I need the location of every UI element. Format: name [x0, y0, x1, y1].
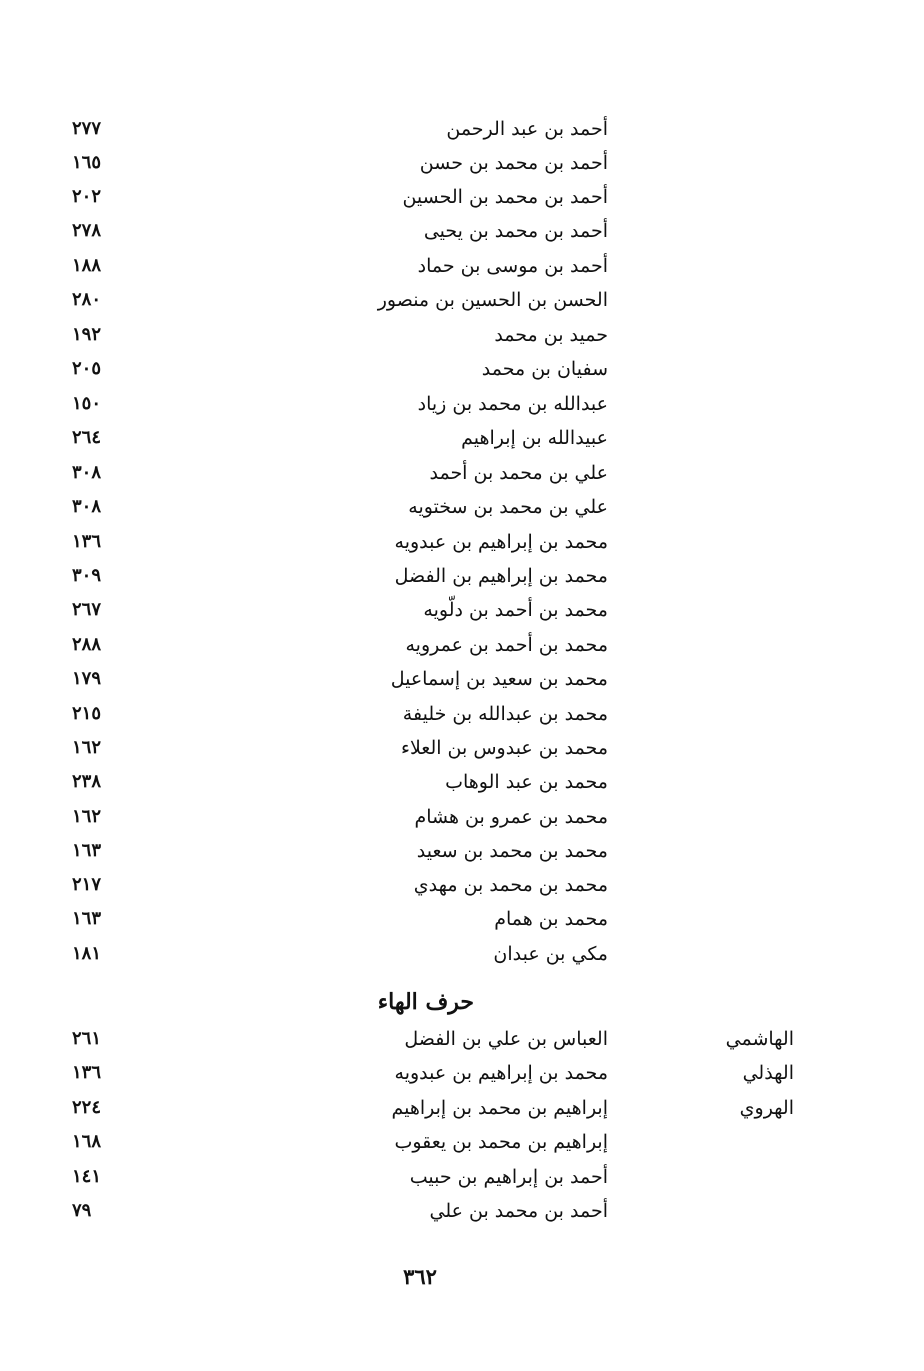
entry-name: مكي بن عبدان [493, 943, 608, 965]
entry-name: محمد بن همام [494, 908, 608, 930]
entry-name: محمد بن أحمد بن عمرويه [405, 634, 608, 656]
index-entry [0, 731, 924, 765]
entry-name: محمد بن محمد بن مهدي [413, 874, 608, 896]
entry-page-number: ١٨٨ [72, 255, 102, 276]
index-entry [0, 1125, 924, 1159]
index-entry [0, 628, 924, 662]
entry-name: محمد بن محمد بن سعيد [416, 840, 608, 862]
index-entry [0, 146, 924, 180]
entry-page-number: ٢٦١ [72, 1028, 102, 1049]
index-entry [0, 214, 924, 248]
entry-page-number: ١٦٢ [72, 737, 102, 758]
entry-name: أحمد بن عبد الرحمن [446, 118, 608, 140]
index-entry [0, 283, 924, 317]
entry-name: محمد بن عبد الوهاب [445, 771, 608, 793]
entry-name: محمد بن أحمد بن دلّويه [423, 599, 608, 621]
entry-page-number: ٢٧٨ [72, 220, 102, 241]
entry-name: محمد بن إبراهيم بن عبدويه [394, 1062, 608, 1084]
entry-name: عبدالله بن محمد بن زياد [417, 393, 608, 415]
entry-page-number: ٢٧٧ [72, 118, 102, 139]
entry-nisba: الهروي [739, 1097, 794, 1119]
entry-name: أحمد بن محمد بن يحيى [423, 220, 608, 242]
entry-page-number: ١٦٢ [72, 806, 102, 827]
entry-name: العباس بن علي بن الفضل [404, 1028, 608, 1050]
index-entry [0, 697, 924, 731]
index-entry [0, 421, 924, 455]
entry-name: محمد بن عبدالله بن خليفة [402, 703, 608, 725]
index-entry [0, 112, 924, 146]
index-entry [0, 902, 924, 936]
entry-page-number: ١٥٠ [72, 393, 102, 414]
index-entry [0, 1194, 924, 1228]
entry-page-number: ٣٠٨ [72, 496, 102, 517]
entry-name: محمد بن إبراهيم بن الفضل [394, 565, 608, 587]
entry-name: محمد بن سعيد بن إسماعيل [390, 668, 608, 690]
entry-name: إبراهيم بن محمد بن يعقوب [394, 1131, 608, 1153]
entry-page-number: ١٦٣ [72, 908, 102, 929]
entry-name: علي بن محمد بن أحمد [429, 462, 608, 484]
index-entry [0, 1091, 924, 1125]
entry-page-number: ٢١٧ [72, 874, 102, 895]
entry-page-number: ٢١٥ [72, 703, 102, 724]
entry-page-number: ٢٣٨ [72, 771, 102, 792]
entry-page-number: ١٧٩ [72, 668, 102, 689]
section-heading: حرف الهاء [377, 989, 474, 1015]
entry-page-number: ٢٦٧ [72, 599, 102, 620]
entry-page-number: ١٩٢ [72, 324, 102, 345]
entry-page-number: ٣٠٨ [72, 462, 102, 483]
entry-name: أحمد بن موسى بن حماد [417, 255, 608, 277]
entry-page-number: ٢٢٤ [72, 1097, 102, 1118]
entry-page-number: ٢٨٨ [72, 634, 102, 655]
entry-name: حميد بن محمد [494, 324, 608, 346]
entry-name: إبراهيم بن محمد بن إبراهيم [391, 1097, 608, 1119]
entry-page-number: ١٨١ [72, 943, 102, 964]
entry-page-number: ٧٩ [72, 1200, 92, 1221]
entry-name: محمد بن عمرو بن هشام [414, 806, 608, 828]
index-entry [0, 1022, 924, 1056]
index-entry [0, 662, 924, 696]
entry-name: عبيدالله بن إبراهيم [461, 427, 608, 449]
entry-page-number: ١٤١ [72, 1166, 102, 1187]
entry-page-number: ١٦٣ [72, 840, 102, 861]
entry-name: أحمد بن محمد بن علي [429, 1200, 608, 1222]
index-entry [0, 559, 924, 593]
entry-page-number: ٣٠٩ [72, 565, 102, 586]
index-entry [0, 456, 924, 490]
entry-nisba: الهذلي [742, 1062, 794, 1084]
entry-name: أحمد بن محمد بن حسن [419, 152, 608, 174]
index-entry [0, 490, 924, 524]
entry-name: سفيان بن محمد [481, 358, 608, 380]
index-entry [0, 1056, 924, 1090]
index-entry [0, 318, 924, 352]
entry-page-number: ١٣٦ [72, 1062, 102, 1083]
index-entry [0, 834, 924, 868]
index-entry [0, 180, 924, 214]
entry-name: علي بن محمد بن سختويه [408, 496, 608, 518]
entry-name: أحمد بن إبراهيم بن حبيب [409, 1166, 608, 1188]
entry-page-number: ١٦٥ [72, 152, 102, 173]
index-entry [0, 765, 924, 799]
entry-name: الحسن بن الحسين بن منصور [377, 289, 608, 311]
entry-page-number: ٢٦٤ [72, 427, 102, 448]
page-number: ٣٦٢ [403, 1264, 437, 1289]
entry-name: أحمد بن محمد بن الحسين [402, 186, 608, 208]
entry-page-number: ٢٠٥ [72, 358, 102, 379]
index-entry [0, 1160, 924, 1194]
index-entry [0, 800, 924, 834]
entry-page-number: ٢٨٠ [72, 289, 102, 310]
index-entry [0, 868, 924, 902]
entry-page-number: ٢٠٢ [72, 186, 102, 207]
entry-name: محمد بن عبدوس بن العلاء [401, 737, 608, 759]
index-entry [0, 387, 924, 421]
index-entry [0, 593, 924, 627]
entry-nisba: الهاشمي [725, 1028, 794, 1050]
entry-page-number: ١٦٨ [72, 1131, 102, 1152]
index-entry [0, 352, 924, 386]
entry-page-number: ١٣٦ [72, 531, 102, 552]
index-entry [0, 525, 924, 559]
entry-name: محمد بن إبراهيم بن عبدويه [394, 531, 608, 553]
index-entry [0, 937, 924, 971]
index-entry [0, 249, 924, 283]
